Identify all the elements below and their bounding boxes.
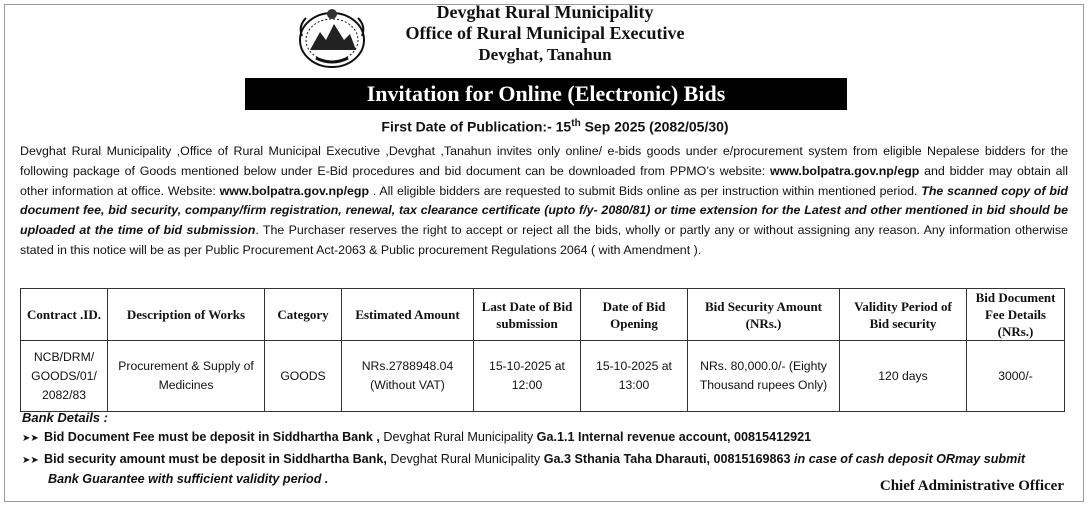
cell-contract-id: NCB/DRM/ GOODS/01/ 2082/83	[21, 341, 108, 412]
table-row	[21, 341, 1065, 412]
ppmo-link[interactable]: www.bolpatra.gov.np/egp	[769, 163, 920, 178]
cell-bid-security: NRs. 80,000.0/- (Eighty Thousand rupees Only)	[688, 341, 840, 412]
header-description: Description of Works	[108, 289, 265, 341]
header-opening-date: Date of Bid Opening	[581, 289, 688, 341]
header-last-date: Last Date of Bid submission	[474, 289, 581, 341]
municipality-name: Devghat Rural Municipality	[436, 2, 654, 22]
cell-description: Procurement & Supply of Medicines	[108, 341, 265, 412]
header-estimated-amount: Estimated Amount	[342, 289, 474, 341]
bid-table	[20, 288, 1065, 412]
bullet-arrow-icon: ➤➤	[22, 455, 39, 466]
notice-body: Devghat Rural Municipality ,Office of Rural Municipal Executive ,Devghat ,Tanahun invites only online/ e-bids goods under e/procurement system from eligible Nepalese bidders for the following package of Goods mentioned below under E-Bid procedures and bid document can be downloaded from PPMO’s website: www.bolpatra.gov.np/egp and bidder may obtain all other information at office. Website: www.bolpatra.gov.np/egp . All eligible bidders are requested to submit Bids online as per instruction within mentioned period. The scanned copy of bid document fee, bid security, company/firm registration, renewal, tax clearance certificate (upto f/y- 2080/81) or time extension for the Latest and other mentioned in bid should be uploaded at the time of bid submission. The Purchaser reserves the right to accept or reject all the bids, wholly or partly any or without assigning any reason. Any information otherwise stated in this notice will be as per Public Procurement Act-2063 & Public procurement Regulations 2064 ( with Amendment ).	[20, 144, 1068, 257]
cell-validity: 120 days	[840, 341, 967, 412]
header-category: Category	[265, 289, 342, 341]
header-bid-security: Bid Security Amount (NRs.)	[688, 289, 840, 341]
bank-line-fee: ➤➤ Bid Document Fee must be deposit in Siddhartha Bank , Devghat Rural Municipality Ga.1.1 Internal revenue account, 00815412921	[22, 430, 812, 444]
bank-line-guarantee: Bank Guarantee with sufficient validity period .	[48, 472, 329, 486]
office-name: Office of Rural Municipal Executive	[405, 23, 685, 43]
cell-opening-date: 15-10-2025 at 13:00	[581, 341, 688, 412]
cell-category: GOODS	[265, 341, 342, 412]
cell-fee: 3000/-	[967, 341, 1065, 412]
header-validity: Validity Period of Bid security	[840, 289, 967, 341]
office-header	[0, 2, 1090, 66]
cell-last-date: 15-10-2025 at 12:00	[474, 341, 581, 412]
header-contract-id: Contract .ID.	[21, 289, 108, 341]
office-location: Devghat, Tanahun	[478, 45, 612, 64]
notice-title: Invitation for Online (Electronic) Bids	[245, 78, 847, 110]
signatory: Chief Administrative Officer	[879, 478, 1064, 494]
header-fee: Bid Document Fee Details (NRs.)	[967, 289, 1065, 341]
bank-details-title: Bank Details :	[22, 410, 108, 425]
bullet-arrow-icon: ➤➤	[22, 433, 39, 444]
bank-line-security: ➤➤ Bid security amount must be deposit in Siddhartha Bank, Devghat Rural Municipality Ga.3 Sthania Taha Dharauti, 00815169863 in case of cash deposit ORmay submit	[22, 452, 1026, 466]
publication-date: First Date of Publication:- 15th Sep 2025 (2082/05/30)	[381, 118, 729, 135]
cell-estimated-amount: NRs.2788948.04 (Without VAT)	[342, 341, 474, 412]
website-link[interactable]: www.bolpatra.gov.np/egp	[219, 183, 370, 198]
table-header-row	[21, 289, 1065, 341]
